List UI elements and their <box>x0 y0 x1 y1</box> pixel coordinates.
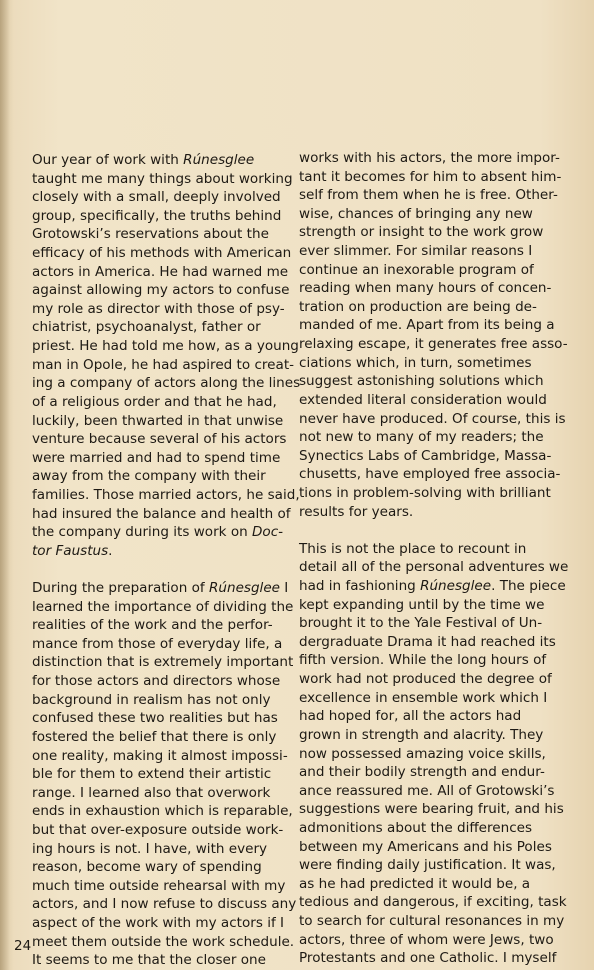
left-column <box>32 151 301 970</box>
text-line: ends in exhaustion which is reparable, <box>32 803 293 820</box>
text-line: admonitions about the differences <box>299 819 533 836</box>
text-line: not new to many of my readers; the <box>299 429 544 446</box>
text-line: works with his actors, the more impor- <box>299 150 560 166</box>
text-line: actors, three of whom were Jews, two <box>299 931 554 948</box>
text-line: much time outside rehearsal with my <box>32 877 286 894</box>
text-line: between my Americans and his Poles <box>299 838 552 855</box>
text-line: the company during its work on Doc- <box>32 524 284 541</box>
text-line: tor Faustus. <box>32 542 113 559</box>
text-line: were finding daily justification. It was, <box>299 857 556 874</box>
text-line: reason, become wary of spending <box>32 859 262 876</box>
page-number: 24 <box>14 938 32 954</box>
text-line: my role as director with those of psy- <box>32 300 285 317</box>
text-line: dergraduate Drama it had reached its <box>299 633 556 650</box>
text-line: tedious and dangerous, if exciting, task <box>299 894 567 911</box>
text-line: chusetts, have employed free associa- <box>299 466 561 483</box>
text-line: Our year of work with Rúnesglee <box>32 152 255 168</box>
left-paragraph-1 <box>32 151 301 560</box>
text-line: closely with a small, deeply involved <box>32 189 281 206</box>
text-line: ever slimmer. For similar reasons I <box>299 243 533 260</box>
text-line: fostered the belief that there is only <box>32 728 277 745</box>
text-line: one reality, making it almost impossi- <box>32 747 288 764</box>
text-line: ing a company of actors along the lines <box>32 375 301 392</box>
text-line: brought it to the Yale Festival of Un- <box>299 615 543 632</box>
text-line: taught me many things about working <box>32 170 293 187</box>
text-line: actors, and I now refuse to discuss any <box>32 896 297 913</box>
text-line: excellence in ensemble work which I <box>299 689 548 706</box>
text-line: and their bodily strength and endur- <box>299 764 545 781</box>
left-paragraph-2 <box>32 579 297 970</box>
text-line: confused these two realities but has <box>32 710 278 727</box>
right-column <box>299 149 591 968</box>
text-line: aspect of the work with my actors if I <box>32 914 285 931</box>
text-line: grown in strength and alacrity. They <box>299 726 544 743</box>
text-line: luckily, been thwarted in that unwise <box>32 412 284 429</box>
text-line: ciations which, in turn, sometimes <box>299 354 532 371</box>
text-line: tions in problem-solving with brilliant <box>299 484 551 501</box>
text-line: group, specifically, the truths behind <box>32 207 282 224</box>
text-line: meet them outside the work schedule. <box>32 933 295 950</box>
right-paragraph-1 <box>299 149 591 521</box>
right-paragraph-2 <box>299 540 591 968</box>
text-line: ing hours is not. I have, with every <box>32 840 268 857</box>
text-line: but that over-exposure outside work- <box>32 821 284 838</box>
binding-shadow <box>0 0 10 970</box>
text-line: never have produced. Of course, this is <box>299 410 566 427</box>
text-line: This is not the place to recount in <box>299 540 527 557</box>
text-line: Grotowski’s reservations about the <box>32 226 269 243</box>
text-line: for those actors and directors whose <box>32 673 281 690</box>
text-line: distinction that is extremely important <box>32 654 294 671</box>
text-line: Synectics Labs of Cambridge, Massa- <box>299 447 552 464</box>
text-line: tant it becomes for him to absent him- <box>299 168 562 185</box>
text-line: away from the company with their <box>32 468 266 485</box>
text-line: had insured the balance and health of <box>32 505 291 522</box>
text-line: tration on production are being de- <box>299 298 537 315</box>
text-line: actors in America. He had warned me <box>32 263 289 280</box>
text-line: continue an inexorable program of <box>299 261 534 278</box>
paragraph-gap <box>299 521 591 540</box>
text-line: suggestions were bearing fruit, and his <box>299 801 564 818</box>
text-line: to search for cultural resonances in my <box>299 912 565 929</box>
text-line: against allowing my actors to confuse <box>32 282 290 299</box>
text-line: self from them when he is free. Other- <box>299 187 558 204</box>
text-line: Protestants and one Catholic. I myself <box>299 950 557 967</box>
text-line: as he had predicted it would be, a <box>299 875 531 892</box>
text-line: reading when many hours of concen- <box>299 280 552 297</box>
text-line: detail all of the personal adventures we <box>299 559 569 576</box>
text-line: efficacy of his methods with American <box>32 245 292 262</box>
text-line: During the preparation of Rúnesglee I <box>32 580 289 597</box>
text-line: kept expanding until by the time we <box>299 596 545 613</box>
text-line: realities of the work and the perfor- <box>32 617 273 634</box>
text-line: range. I learned also that overwork <box>32 784 271 801</box>
text-line: It seems to me that the closer one <box>32 952 266 969</box>
text-line: background in realism has not only <box>32 691 271 708</box>
text-line: fifth version. While the long hours of <box>299 652 547 669</box>
text-line: man in Opole, he had aspired to creat- <box>32 356 295 373</box>
text-line: strength or insight to the work grow <box>299 224 544 241</box>
text-line: suggest astonishing solutions which <box>299 373 544 390</box>
text-line: now possessed amazing voice skills, <box>299 745 546 762</box>
text-line: chiatrist, psychoanalyst, father or <box>32 319 261 336</box>
text-line: wise, chances of bringing any new <box>299 205 533 222</box>
text-line: ance reassured me. All of Grotowski’s <box>299 782 555 799</box>
text-line: ble for them to extend their artistic <box>32 766 272 783</box>
text-line: results for years. <box>299 503 414 520</box>
text-line: had in fashioning Rúnesglee. The piece <box>299 578 566 595</box>
text-line: learned the importance of dividing the <box>32 598 294 615</box>
text-line: families. Those married actors, he said, <box>32 486 300 503</box>
text-line: relaxing escape, it generates free asso- <box>299 336 568 353</box>
paragraph-gap <box>32 560 290 579</box>
text-line: had hoped for, all the actors had <box>299 708 522 725</box>
text-line: of a religious order and that he had, <box>32 393 277 410</box>
text-line: extended literal consideration would <box>299 391 547 408</box>
text-line: manded of me. Apart from its being a <box>299 317 555 334</box>
text-line: priest. He had told me how, as a young <box>32 338 299 355</box>
text-line: work had not produced the degree of <box>299 671 552 688</box>
text-line: mance from those of everyday life, a <box>32 635 283 652</box>
text-line: were married and had to spend time <box>32 449 281 466</box>
text-line: venture because several of his actors <box>32 431 287 448</box>
